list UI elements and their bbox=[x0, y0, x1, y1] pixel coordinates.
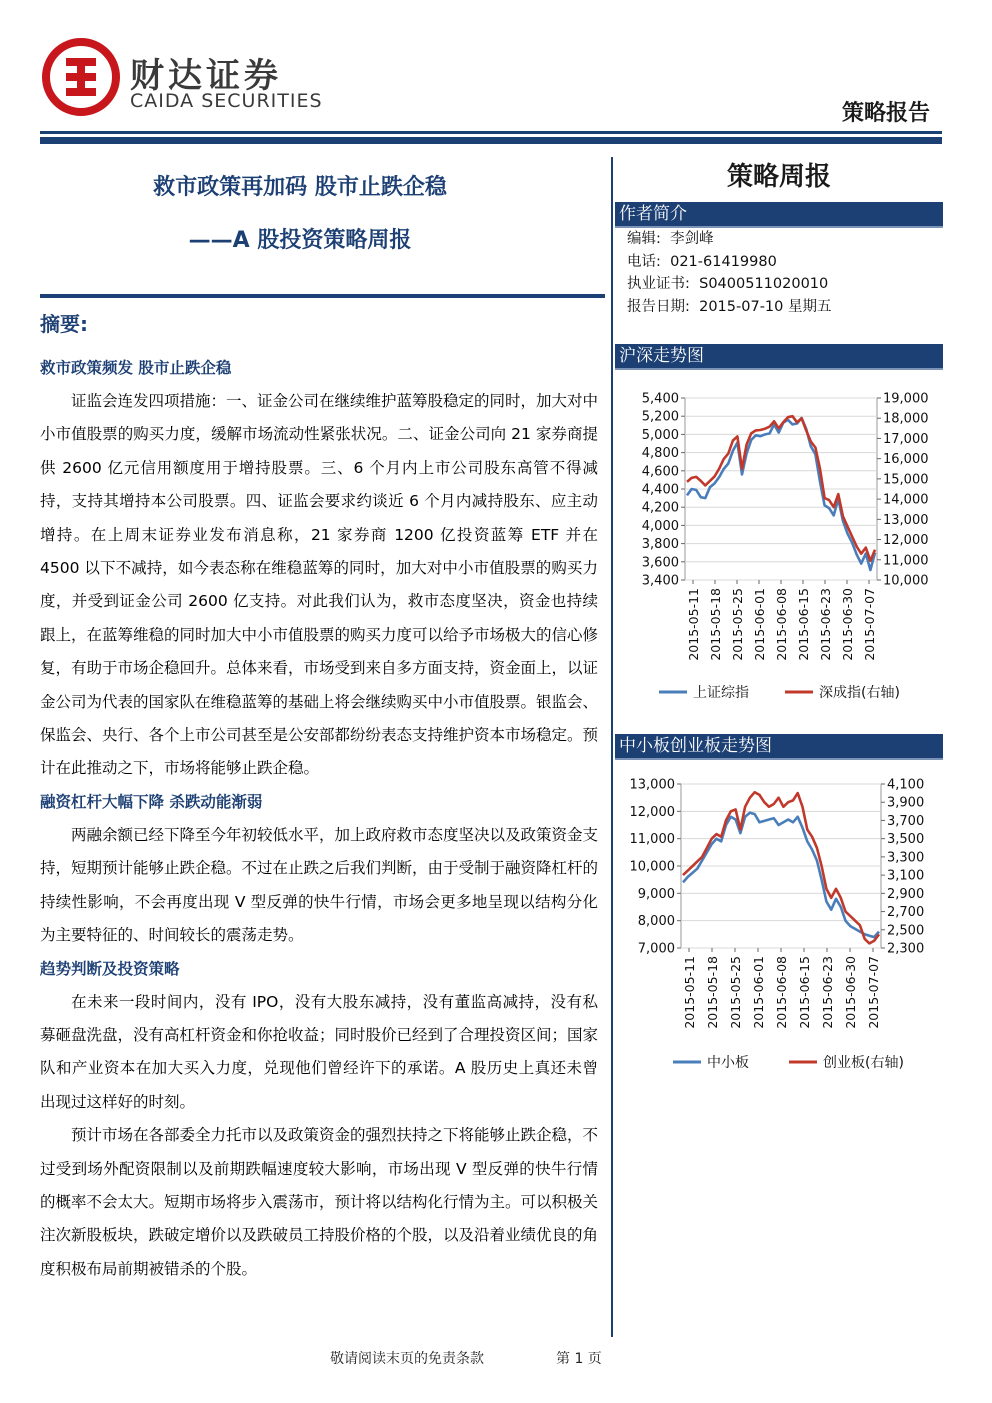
y-left-tick-label: 12,000 bbox=[629, 804, 675, 820]
logo-en-text: CAIDA SECURITIES bbox=[130, 90, 323, 112]
footer-disclaimer: 敬请阅读末页的免责条款 bbox=[330, 1351, 484, 1367]
author-row-phone: 电话: 021-61419980 bbox=[627, 253, 777, 270]
y-left-tick-label: 4,800 bbox=[641, 446, 679, 462]
chart-shanghai-shenzhen-svg bbox=[615, 382, 943, 712]
header-divider bbox=[40, 131, 942, 134]
author-row-license: 执业证书: S0400511020010 bbox=[627, 276, 829, 292]
chart1-bar: 沪深走势图 bbox=[615, 344, 943, 368]
x-tick-label: 2015-06-30 bbox=[840, 588, 855, 661]
x-tick-label: 2015-07-07 bbox=[862, 588, 877, 661]
y-right-tick-label: 12,000 bbox=[883, 533, 929, 549]
caida-logo-icon bbox=[42, 38, 120, 116]
legend-label: 创业板(右轴) bbox=[823, 1055, 904, 1071]
y-right-tick-label: 15,000 bbox=[883, 472, 929, 488]
y-right-tick-label: 3,700 bbox=[887, 813, 925, 829]
bar-accent bbox=[615, 368, 943, 370]
legend-label: 中小板 bbox=[707, 1055, 749, 1071]
section-heading: 趋势判断及投资策略 bbox=[40, 959, 180, 978]
y-left-tick-label: 11,000 bbox=[629, 832, 675, 848]
weekly-label: 策略周报 bbox=[726, 162, 831, 192]
y-left-tick-label: 8,000 bbox=[637, 914, 675, 930]
y-left-tick-label: 5,400 bbox=[641, 391, 679, 407]
x-tick-label: 2015-05-18 bbox=[708, 588, 723, 661]
y-left-tick-label: 7,000 bbox=[637, 941, 675, 957]
y-right-tick-label: 17,000 bbox=[883, 431, 929, 447]
paragraph: 预计市场在各部委全力托市以及政策资金的强烈扶持之下将能够止跌企稳，不过受到场外配资限制以及前期跌幅速度较大影响，市场出现 V 型反弹的快牛行情的概率不会太大。短期市场将步入震荡市，预计将以结构化行情为主。可以积极关注次新股板块，跌破定增价以及跌破员工持股价格的个股，以及沿着业绩优良的角度积极布局前期被错杀的个股。 bbox=[40, 1126, 599, 1278]
author-row-date: 报告日期: 2015-07-10 星期五 bbox=[627, 298, 832, 315]
author-info bbox=[627, 228, 832, 318]
y-right-tick-label: 2,900 bbox=[887, 886, 925, 902]
paragraph: 在未来一段时间内，没有 IPO，没有大股东减持，没有董监高减持，没有私募砸盘洗盘，没有高杠杆资金和你抢收益；同时股价已经到了合理投资区间；国家队和产业资本在加大买入力度，兑现他们曾经许下的承诺。A 股历史上真还未曾出现过这样好的时刻。 bbox=[40, 992, 599, 1111]
abstract-label: 摘要: bbox=[40, 312, 88, 336]
y-right-tick-label: 19,000 bbox=[883, 391, 929, 407]
y-left-tick-label: 9,000 bbox=[637, 886, 675, 902]
legend-label: 深成指(右轴) bbox=[819, 685, 900, 701]
y-left-tick-label: 5,200 bbox=[641, 409, 679, 425]
y-left-tick-label: 10,000 bbox=[629, 859, 675, 875]
x-tick-label: 2015-05-18 bbox=[705, 956, 720, 1029]
paragraph: 证监会连发四项措施：一、证金公司在继续维护蓝筹股稳定的同时，加大对中小市值股票的购买力度，缓解市场流动性紧张状况。二、证金公司向 21 家券商提供 2600 亿元信用额度用于增持股票。三、6 个月内上市公司股东高管不得减持，支持其增持本公司股票。四、证监会要求约谈近 6 个月内减持股东、应主动增持。在上周末证券业发布消息称，21 家券商 1200 亿投资蓝筹 ETF 并在 4500 以下不减持，如今表态称在维稳蓝筹的同时，加大对中小市值股票的购买力度，并受到证金公司 2600 亿支持。对此我们认为，救市态度坚决，资金也持续跟上，在蓝筹维稳的同时加大中小市值股票的购买力度可以给予市场极大的信心修复，有助于市场企稳回升。总体来看，市场受到来自多方面支持，资金面上，以证金公司为代表的国家队在维稳蓝筹的基础上将会继续购买中小市值股票。银监会、保监会、央行、各个上市公司甚至是公安部都纷纷表态支持维护资本市场稳定。预计在此推动之下，市场将能够止跌企稳。 bbox=[40, 392, 599, 778]
y-left-tick-label: 4,600 bbox=[641, 464, 679, 480]
y-right-tick-label: 18,000 bbox=[883, 411, 929, 427]
bar-accent bbox=[615, 758, 943, 760]
x-tick-label: 2015-06-08 bbox=[774, 956, 789, 1029]
y-left-tick-label: 3,400 bbox=[641, 573, 679, 589]
y-right-tick-label: 2,300 bbox=[887, 941, 925, 957]
chart2-bar: 中小板创业板走势图 bbox=[615, 734, 943, 758]
x-tick-label: 2015-07-07 bbox=[866, 956, 881, 1029]
y-left-tick-label: 5,000 bbox=[641, 427, 679, 443]
chart-shanghai-shenzhen bbox=[615, 382, 943, 712]
x-tick-label: 2015-05-11 bbox=[682, 956, 697, 1029]
y-right-tick-label: 11,000 bbox=[883, 553, 929, 569]
y-right-tick-label: 2,500 bbox=[887, 923, 925, 939]
x-tick-label: 2015-06-01 bbox=[752, 588, 767, 661]
y-right-tick-label: 3,100 bbox=[887, 868, 925, 884]
title-divider bbox=[40, 294, 605, 298]
y-right-tick-label: 14,000 bbox=[883, 492, 929, 508]
y-left-tick-label: 13,000 bbox=[629, 777, 675, 793]
y-left-tick-label: 3,600 bbox=[641, 555, 679, 571]
x-tick-label: 2015-05-25 bbox=[728, 956, 743, 1029]
y-right-tick-label: 3,300 bbox=[887, 850, 925, 866]
y-right-tick-label: 16,000 bbox=[883, 452, 929, 468]
x-tick-label: 2015-06-08 bbox=[774, 588, 789, 661]
x-tick-label: 2015-06-30 bbox=[843, 956, 858, 1029]
y-right-tick-label: 3,900 bbox=[887, 795, 925, 811]
section-heading: 融资杠杆大幅下降 杀跌动能渐弱 bbox=[40, 792, 263, 811]
y-right-tick-label: 3,500 bbox=[887, 832, 925, 848]
logo bbox=[42, 38, 372, 118]
chart-sme-chinext bbox=[615, 772, 943, 1082]
y-right-tick-label: 2,700 bbox=[887, 905, 925, 921]
y-right-tick-label: 4,100 bbox=[887, 777, 925, 793]
abstract-body bbox=[40, 352, 598, 1286]
author-row-editor: 编辑: 李剑峰 bbox=[627, 231, 714, 247]
x-tick-label: 2015-06-01 bbox=[751, 956, 766, 1029]
paragraph: 两融余额已经下降至今年初较低水平，加上政府救市态度坚决以及政策资金支持，短期预计能够止跌企稳。不过在止跌之后我们判断，由于受制于融资降杠杆的持续性影响，不会再度出现 V 型反弹的快牛行情，市场会更多地呈现以结构分化为主要特征的、时间较长的震荡走势。 bbox=[40, 825, 599, 945]
x-tick-label: 2015-06-23 bbox=[818, 588, 833, 661]
section-heading: 救市政策频发 股市止跌企稳 bbox=[40, 359, 232, 377]
footer-page-number: 第 1 页 bbox=[556, 1351, 602, 1367]
y-left-tick-label: 4,200 bbox=[641, 500, 679, 516]
sub-title: ——A 股投资策略周报 bbox=[188, 228, 412, 253]
chart-sme-chinext-svg bbox=[615, 772, 943, 1082]
logo-cn-text: 财达证券 bbox=[130, 56, 282, 96]
column-divider bbox=[611, 157, 613, 1337]
y-right-tick-label: 10,000 bbox=[883, 573, 929, 589]
y-left-tick-label: 4,400 bbox=[641, 482, 679, 498]
x-tick-label: 2015-06-15 bbox=[796, 588, 811, 661]
header-divider-thick bbox=[40, 137, 942, 144]
x-tick-label: 2015-06-23 bbox=[820, 956, 835, 1029]
x-tick-label: 2015-05-11 bbox=[686, 588, 701, 661]
x-tick-label: 2015-05-25 bbox=[730, 588, 745, 661]
main-title: 救市政策再加码 股市止跌企稳 bbox=[153, 175, 447, 200]
report-type-label: 策略报告 bbox=[841, 101, 930, 126]
y-left-tick-label: 4,000 bbox=[641, 518, 679, 534]
x-tick-label: 2015-06-15 bbox=[797, 956, 812, 1029]
y-right-tick-label: 13,000 bbox=[883, 512, 929, 528]
y-left-tick-label: 3,800 bbox=[641, 537, 679, 553]
author-bar: 作者简介 bbox=[615, 202, 943, 226]
legend-label: 上证综指 bbox=[693, 685, 749, 701]
